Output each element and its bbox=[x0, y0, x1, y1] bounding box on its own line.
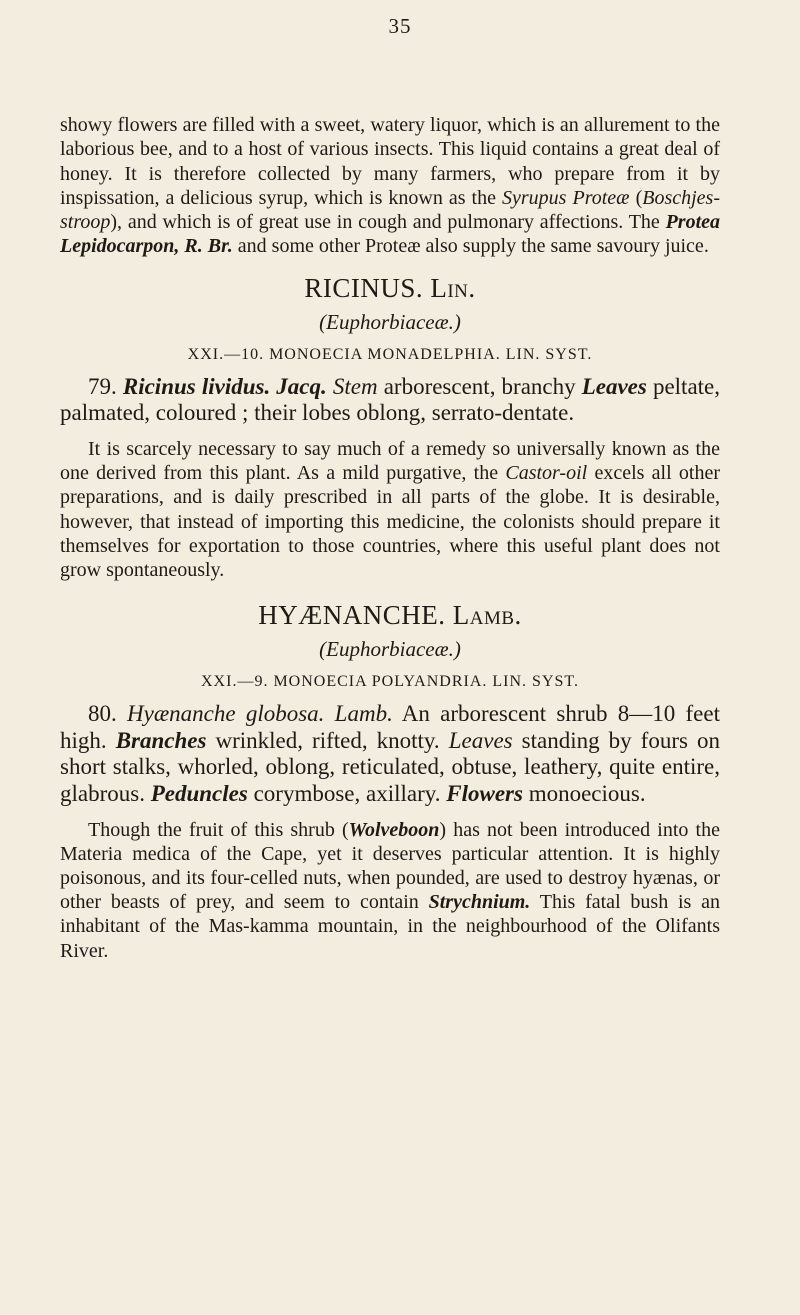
entry-number: 79. bbox=[88, 373, 123, 399]
text-run: showy flowers are filled with a sweet, watery liquor, which is an allurement to the laborious bee, and to a host of various insects. This liquid contains a great deal of honey. It is therefore collected by many farmers, who prepare from it by inspissation, a delicious syrup, which is known as the bbox=[60, 114, 720, 209]
text-run: excels all other preparations, and is daily prescribed in all parts of the globe. It is desirable, however, that instead of importing this medicine, the colonists should prepare it themselves for exportation to those countries, where this useful plant does not grow spontaneously. bbox=[60, 462, 720, 581]
text-run: arborescent, branchy bbox=[377, 373, 582, 399]
boschjes-name: Boschjes-stroop bbox=[60, 186, 720, 234]
text-run: ( bbox=[629, 186, 643, 209]
species-name: Hyænanche globosa. Lamb. bbox=[127, 701, 393, 727]
text-run: ), and which is of great use in cough and pulmonary affections. The bbox=[110, 211, 666, 234]
term-flowers: Flowers bbox=[446, 780, 523, 806]
protea-name: Protea Lepidocarpon, R. Br. bbox=[60, 211, 720, 258]
page-body bbox=[60, 113, 720, 963]
genus-author: Lin. bbox=[430, 272, 476, 303]
term-peduncles: Peduncles bbox=[150, 780, 248, 806]
genus-name: RICINUS. bbox=[304, 272, 424, 303]
wolveboon-term: Wolveboon bbox=[348, 818, 440, 841]
text-run: An arborescent shrub 8—10 feet high. bbox=[60, 701, 720, 753]
term-leaves: Leaves bbox=[581, 373, 647, 399]
castor-oil-term: Castor-oil bbox=[505, 462, 588, 485]
genus-name: HYÆNANCHE. bbox=[258, 600, 446, 631]
ricinus-description bbox=[60, 374, 720, 427]
text-run: monoecious. bbox=[522, 780, 646, 806]
text-run: It is scarcely necessary to say much of a remedy so universally known as the one derived from this plant. As a mild purgative, the bbox=[60, 437, 720, 485]
hyaenanche-heading bbox=[60, 600, 720, 631]
term-stem: Stem bbox=[332, 373, 378, 399]
strychnium-term: Strychnium. bbox=[428, 891, 531, 914]
text-run: wrinkled, rifted, knotty. bbox=[206, 727, 449, 753]
ricinus-family: (Euphorbiaceæ.) bbox=[319, 309, 461, 334]
hyaenanche-description bbox=[60, 701, 720, 807]
entry-number: 80. bbox=[88, 701, 127, 727]
hyaenanche-system: XXI.—9. MONOECIA POLYANDRIA. LIN. SYST. bbox=[201, 673, 579, 691]
ricinus-paragraph bbox=[60, 437, 720, 582]
term-leaves: Leaves bbox=[448, 727, 513, 753]
hyaenanche-family: (Euphorbiaceæ.) bbox=[319, 637, 461, 662]
text-run: Though the fruit of this shrub ( bbox=[88, 818, 349, 841]
syrupus-name: Syrupus Proteæ bbox=[502, 186, 630, 209]
protea-paragraph bbox=[60, 113, 720, 259]
text-run: ) has not been introduced into the Materia medica of the Cape, yet it deserves particular attention. It is highly poisonous, and its four-celled nuts, when pounded, are used to destroy hyænas, or other beasts of prey, and seem to contain bbox=[60, 818, 720, 914]
text-run: peltate, palmated, coloured ; their lobes oblong, serrato-dentate. bbox=[60, 373, 721, 426]
page-number: 35 bbox=[388, 14, 412, 38]
hyaenanche-paragraph bbox=[60, 818, 720, 963]
text-run: standing by fours on short stalks, whorled, oblong, reticulated, obtuse, leathery, quite entire, glabrous. bbox=[60, 727, 720, 806]
species-name: Ricinus lividus. Jacq. bbox=[122, 373, 327, 399]
term-branches: Branches bbox=[115, 727, 207, 753]
text-run: This fatal bush is an inhabitant of the Mas-kamma mountain, in the neighbourhood of the Olifants River. bbox=[60, 891, 720, 962]
text-run: and some other Proteæ also supply the same savoury juice. bbox=[232, 235, 709, 258]
ricinus-heading bbox=[60, 273, 720, 304]
ricinus-system: XXI.—10. MONOECIA MONADELPHIA. LIN. SYST. bbox=[187, 345, 593, 363]
genus-author: Lamb. bbox=[452, 600, 522, 631]
text-run: corymbose, axillary. bbox=[247, 780, 447, 806]
